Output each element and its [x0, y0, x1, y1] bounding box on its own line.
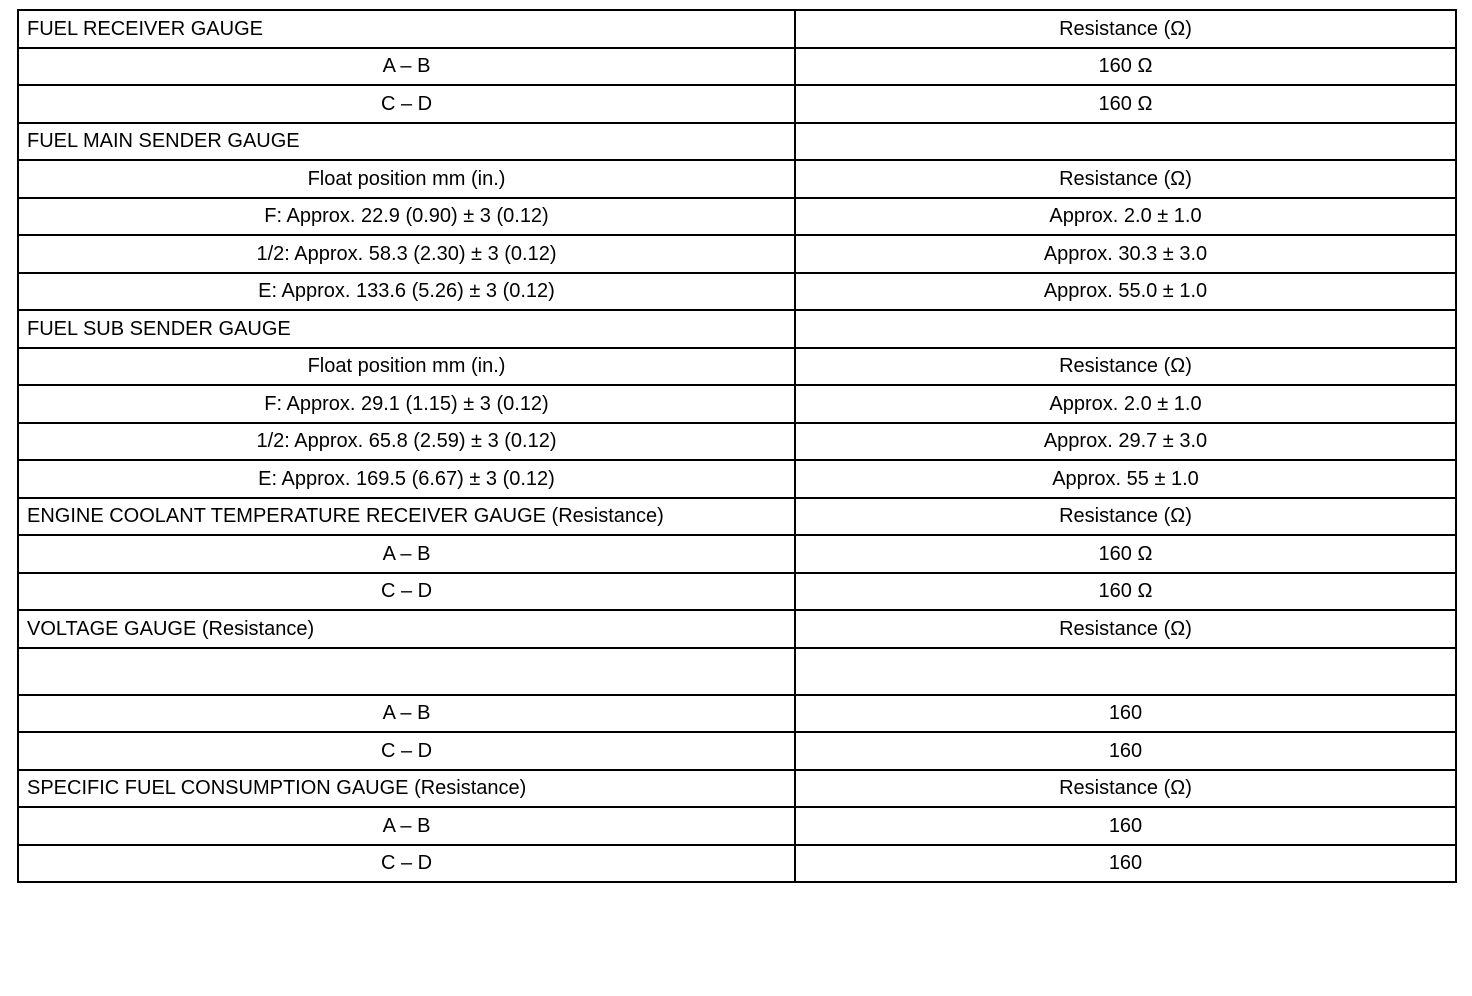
resistance-cell: 160 [795, 732, 1456, 770]
resistance-cell: Resistance (Ω) [795, 498, 1456, 536]
table-row [18, 535, 1456, 573]
row-label-cell: C – D [18, 732, 795, 770]
table-row [18, 198, 1456, 236]
table-row [18, 460, 1456, 498]
resistance-cell [795, 648, 1456, 695]
table-row [18, 85, 1456, 123]
table-row [18, 695, 1456, 733]
row-label-cell: C – D [18, 85, 795, 123]
table-row [18, 573, 1456, 611]
row-label-cell: A – B [18, 807, 795, 845]
resistance-cell: Approx. 2.0 ± 1.0 [795, 385, 1456, 423]
row-label-cell: F: Approx. 22.9 (0.90) ± 3 (0.12) [18, 198, 795, 236]
resistance-cell: Approx. 55 ± 1.0 [795, 460, 1456, 498]
row-label-cell: E: Approx. 169.5 (6.67) ± 3 (0.12) [18, 460, 795, 498]
row-label-cell: 1/2: Approx. 58.3 (2.30) ± 3 (0.12) [18, 235, 795, 273]
gauge-resistance-table [17, 9, 1457, 883]
row-label-cell: F: Approx. 29.1 (1.15) ± 3 (0.12) [18, 385, 795, 423]
resistance-cell: Resistance (Ω) [795, 770, 1456, 808]
resistance-cell: 160 Ω [795, 535, 1456, 573]
row-label-cell: FUEL MAIN SENDER GAUGE [18, 123, 795, 161]
row-label-cell: 1/2: Approx. 65.8 (2.59) ± 3 (0.12) [18, 423, 795, 461]
row-label-cell: C – D [18, 573, 795, 611]
row-label-cell: A – B [18, 695, 795, 733]
row-label-cell: A – B [18, 48, 795, 86]
row-label-cell: FUEL RECEIVER GAUGE [18, 10, 795, 48]
resistance-cell: 160 [795, 845, 1456, 883]
row-label-cell: ENGINE COOLANT TEMPERATURE RECEIVER GAUGE (Resistance) [18, 498, 795, 536]
resistance-cell: Approx. 30.3 ± 3.0 [795, 235, 1456, 273]
table-row [18, 310, 1456, 348]
table-row [18, 807, 1456, 845]
table-row [18, 160, 1456, 198]
row-label-cell [18, 648, 795, 695]
row-label-cell: C – D [18, 845, 795, 883]
resistance-cell: Resistance (Ω) [795, 160, 1456, 198]
row-label-cell: VOLTAGE GAUGE (Resistance) [18, 610, 795, 648]
resistance-cell: 160 [795, 807, 1456, 845]
table-row [18, 235, 1456, 273]
table-row [18, 423, 1456, 461]
resistance-cell [795, 123, 1456, 161]
table-row [18, 385, 1456, 423]
table-row [18, 48, 1456, 86]
resistance-cell: 160 Ω [795, 48, 1456, 86]
row-label-cell: SPECIFIC FUEL CONSUMPTION GAUGE (Resistance) [18, 770, 795, 808]
resistance-cell: Resistance (Ω) [795, 610, 1456, 648]
table-row [18, 770, 1456, 808]
resistance-cell: 160 [795, 695, 1456, 733]
table-row [18, 648, 1456, 695]
resistance-cell: 160 Ω [795, 85, 1456, 123]
row-label-cell: Float position mm (in.) [18, 160, 795, 198]
row-label-cell: Float position mm (in.) [18, 348, 795, 386]
row-label-cell: FUEL SUB SENDER GAUGE [18, 310, 795, 348]
resistance-cell [795, 310, 1456, 348]
table-row [18, 732, 1456, 770]
resistance-cell: Resistance (Ω) [795, 348, 1456, 386]
table-row [18, 498, 1456, 536]
table-row [18, 10, 1456, 48]
table-row [18, 610, 1456, 648]
resistance-cell: Approx. 55.0 ± 1.0 [795, 273, 1456, 311]
resistance-cell: Approx. 29.7 ± 3.0 [795, 423, 1456, 461]
resistance-cell: Resistance (Ω) [795, 10, 1456, 48]
table-row [18, 123, 1456, 161]
table-row [18, 273, 1456, 311]
row-label-cell: E: Approx. 133.6 (5.26) ± 3 (0.12) [18, 273, 795, 311]
table-row [18, 348, 1456, 386]
resistance-cell: Approx. 2.0 ± 1.0 [795, 198, 1456, 236]
table-row [18, 845, 1456, 883]
row-label-cell: A – B [18, 535, 795, 573]
resistance-cell: 160 Ω [795, 573, 1456, 611]
